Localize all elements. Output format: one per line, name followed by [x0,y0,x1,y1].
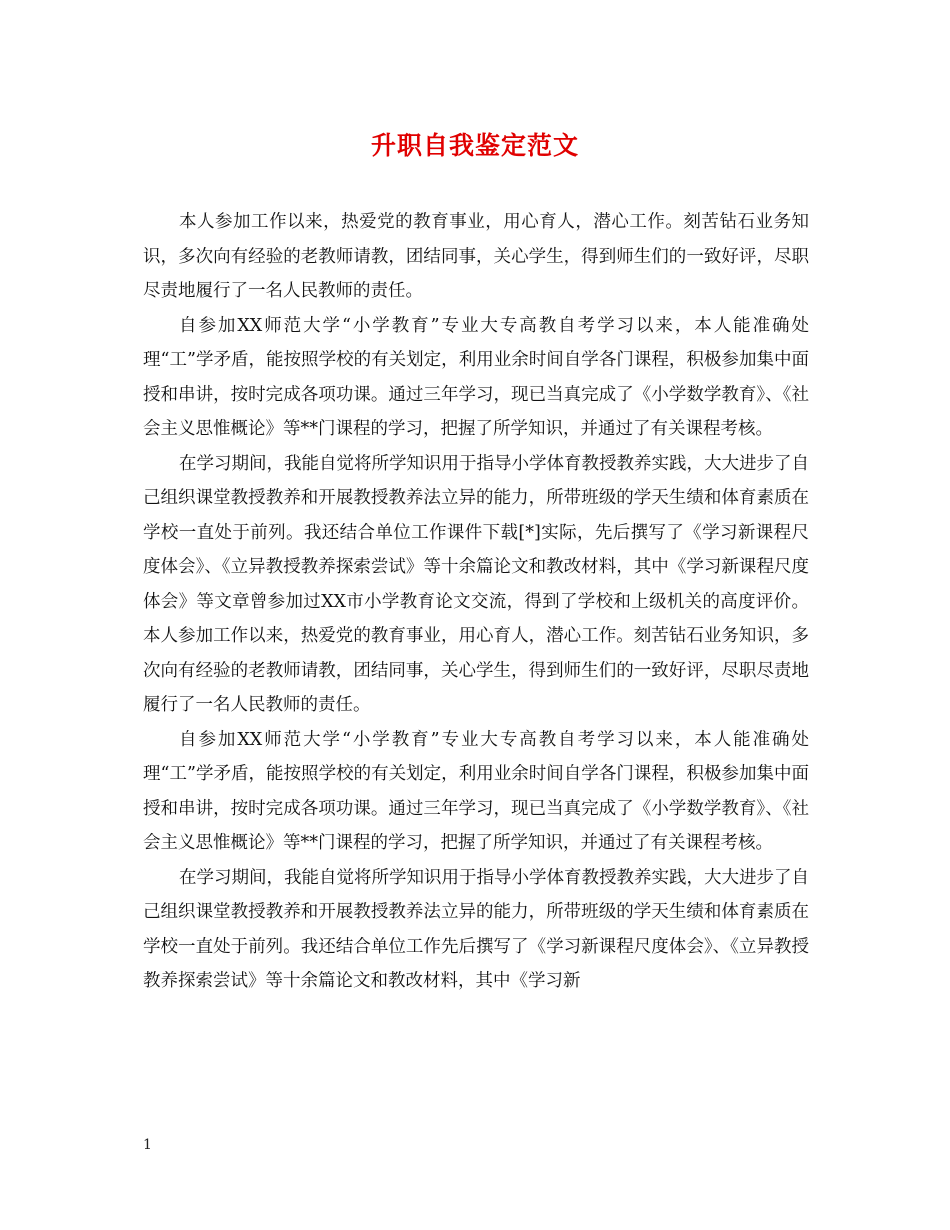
paragraph: 自参加XX师范大学“小学教育”专业大专高教自考学习以来，本人能准确处理“工”学矛盾，能按照学校的有关划定，利用业余时间自学各门课程，积极参加集中面授和串讲，按时完成各项功课。通过三年学习，现已当真完成了《小学数学教育》、《社会主义思惟概论》等**门课程的学习，把握了所学知识，并通过了有关课程考核。 [143,729,809,853]
document-title: 升职自我鉴定范文 [370,131,579,160]
paragraph: 自参加XX师范大学“小学教育”专业大专高教自考学习以来，本人能准确处理“工”学矛盾，能按照学校的有关划定，利用业余时间自学各门课程，积极参加集中面授和串讲，按时完成各项功课。通过三年学习，现已当真完成了《小学数学教育》、《社会主义思惟概论》等**门课程的学习，把握了所学知识，并通过了有关课程考核。 [143,315,809,439]
page-number: 1 [143,1137,152,1153]
paragraph: 本人参加工作以来，热爱党的教育事业，用心育人，潜心工作。刻苦钻石业务知识，多次向有经验的老教师请教，团结同事，关心学生，得到师生们的一致好评，尽职尽责地履行了一名人民教师的责任。 [143,212,809,301]
paragraph: 在学习期间，我能自觉将所学知识用于指导小学体育教授教养实践，大大进步了自己组织课堂教授教养和开展教授教养法立异的能力，所带班级的学天生绩和体育素质在学校一直处于前列。我还结合单位工作先后撰写了《学习新课程尺度体会》、《立异教授教养探索尝试》等十余篇论文和教改材料，其中《学习新 [143,867,809,991]
paragraph: 在学习期间，我能自觉将所学知识用于指导小学体育教授教养实践，大大进步了自己组织课堂教授教养和开展教授教养法立异的能力，所带班级的学天生绩和体育素质在学校一直处于前列。我还结合单位工作课件下载[*]实际，先后撰写了《学习新课程尺度体会》、《立异教授教养探索尝试》等十余篇论文和教改材料，其中《学习新课程尺度体会》等文章曾参加过XX市小学教育论文交流，得到了学校和上级机关的高度评价。本人参加工作以来，热爱党的教育事业，用心育人，潜心工作。刻苦钻石业务知识，多次向有经验的老教师请教，团结同事，关心学生，得到师生们的一致好评，尽职尽责地履行了一名人民教师的责任。 [143,453,809,715]
document-body [143,205,809,999]
